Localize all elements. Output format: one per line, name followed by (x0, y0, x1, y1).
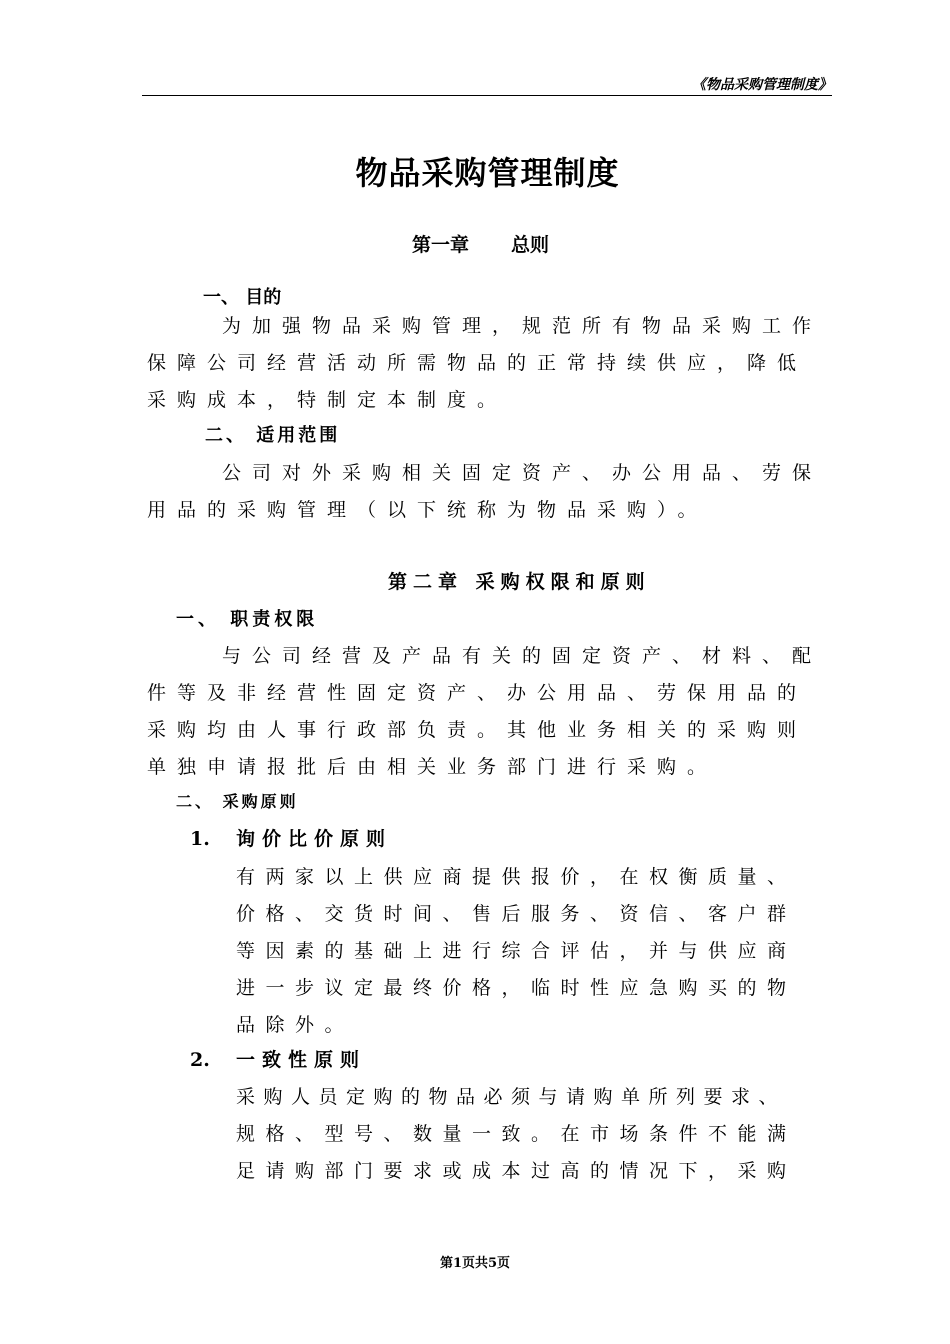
running-header: 《物品采购管理制度》 (692, 77, 832, 93)
paragraph-line: 与公司经营及产品有关的固定资产、材料、配 (222, 645, 823, 667)
paragraph-line: 保障公司经营活动所需物品的正常持续供应，降低 (147, 352, 808, 374)
principle-1-title: 询价比价原则 (236, 828, 393, 850)
header-rule (142, 95, 832, 96)
paragraph-line: 价格、交货时间、售后服务、资信、客户群 (236, 903, 797, 925)
principle-2-number: 2. (190, 1049, 210, 1071)
paragraph-line: 用品的采购管理（以下统称为物品采购）。 (147, 499, 708, 521)
paragraph-line: 品除外。 (236, 1014, 355, 1036)
paragraph-line: 等因素的基础上进行综合评估，并与供应商 (236, 940, 797, 962)
paragraph-line: 为加强物品采购管理，规范所有物品采购工作 (222, 315, 823, 337)
paragraph-line: 足请购部门要求或成本过高的情况下，采购 (236, 1160, 797, 1182)
chapter-2-heading: 第二章 采购权限和原则 (388, 571, 651, 593)
document-title: 物品采购管理制度 (355, 154, 620, 192)
principle-1-number: 1. (190, 828, 210, 850)
paragraph-line: 采购成本，特制定本制度。 (147, 389, 508, 411)
chapter-1-heading (412, 230, 549, 257)
chapter-1-name: 总则 (511, 234, 550, 256)
section-principles-heading: 二、 采购原则 (176, 792, 299, 811)
paragraph-line: 件等及非经营性固定资产、办公用品、劳保用品的 (147, 682, 808, 704)
page-number-footer: 第1页共5页 (439, 1256, 511, 1271)
principle-1-heading (190, 824, 392, 851)
section-purpose-heading: 一、 目的 (203, 287, 282, 308)
paragraph-line: 采购人员定购的物品必须与请购单所列要求、 (236, 1086, 787, 1108)
paragraph-line: 规格、型号、数量一致。在市场条件不能满 (236, 1123, 797, 1145)
principle-2-title: 一致性原则 (236, 1049, 367, 1071)
paragraph-line: 采购均由人事行政部负责。其他业务相关的采购则 (147, 719, 808, 741)
paragraph-line: 进一步议定最终价格，临时性应急购买的物 (236, 977, 797, 999)
paragraph-line: 单独申请报批后由相关业务部门进行采购。 (147, 756, 718, 778)
section-responsibility-heading: 一、 职责权限 (176, 609, 319, 630)
principle-2-heading (190, 1045, 366, 1072)
paragraph-line: 有两家以上供应商提供报价，在权衡质量、 (236, 866, 797, 888)
chapter-1-label: 第一章 (412, 234, 470, 256)
section-scope-heading: 二、 适用范围 (205, 425, 341, 446)
paragraph-line: 公司对外采购相关固定资产、办公用品、劳保 (222, 462, 823, 484)
